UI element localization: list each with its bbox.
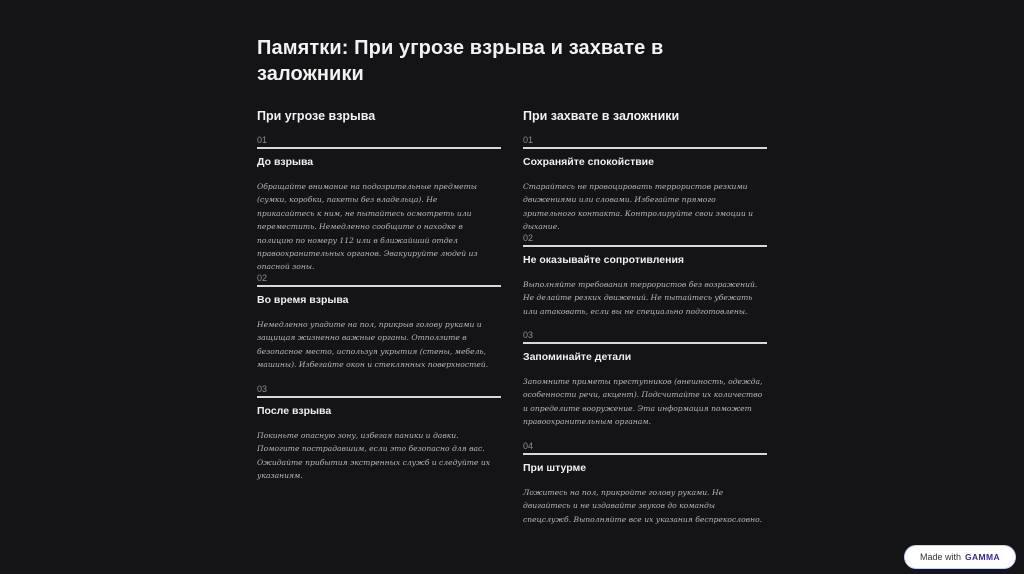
explosion-heading: При угрозе взрыва (257, 109, 376, 123)
explosion-column (257, 108, 501, 481)
item-title: После взрыва (257, 405, 332, 417)
item-divider (523, 245, 767, 247)
item-divider (257, 147, 501, 149)
hostage-item-3 (523, 330, 767, 429)
hostage-item-4 (523, 441, 767, 526)
item-divider (523, 453, 767, 455)
hostage-item-2 (523, 233, 767, 318)
item-number: 03 (257, 384, 268, 394)
hostage-item-1 (523, 135, 767, 234)
item-text: Обращайте внимание на подозрительные предметы (сумки, коробки, пакеты без владельца). Не прикасайтесь к ним, не пытайтесь осмотреть или переместить. Немедленно сообщите о находке в полицию по номеру 112 или в ближайший отдел правоохранительных органов. Эвакуируйте людей из опасной зоны. (257, 182, 478, 272)
page-title: Памятки: При угрозе взрыва и захвате в заложники (257, 37, 664, 85)
item-text: Старайтесь не провоцировать террористов резкими движениями или словами. Избегайте прямого зрительного контакта. Контролируйте свои эмоции и дыхание. (523, 182, 754, 232)
hostage-column (523, 108, 767, 524)
made-with-gamma-badge[interactable] (905, 546, 1015, 568)
gamma-logo: GAMMA (964, 552, 1001, 562)
item-text: Покиньте опасную зону, избегая паники и давки. Помогите пострадавшим, если это безопасно для вас. Ожидайте прибытия экстренных служб и следуйте их указаниям. (257, 431, 491, 481)
item-title: При штурме (523, 462, 587, 474)
item-text: Немедленно упадите на пол, прикрыв голову руками и защищая жизненно важные органы. Отползите в безопасное место, используя укрытия (стены, мебель, машины). Избегайте окон и стеклянных поверхностей. (257, 320, 489, 370)
explosion-item-3 (257, 384, 501, 483)
item-divider (523, 147, 767, 149)
item-number: 01 (257, 135, 268, 145)
item-text: Выполняйте требования террористов без возражений. Не делайте резких движений. Не пытайтесь убежать или атаковать, если вы не специально подготовлены. (523, 280, 758, 316)
item-title: Не оказывайте сопротивления (523, 254, 685, 266)
hostage-heading: При захвате в заложники (523, 109, 680, 123)
item-number: 02 (523, 233, 534, 243)
item-text: Ложитесь на пол, прикройте голову руками. Не двигайтесь и не издавайте звуков до команды спецслужб. Выполняйте все их указания беспрекословно. (523, 488, 763, 524)
explosion-item-1 (257, 135, 501, 274)
item-number: 02 (257, 273, 268, 283)
item-text: Запомните приметы преступников (внешность, одежда, особенности речи, акцент). Подсчитайте их количество и определите вооружение. Эта информация поможет правоохранительным органам. (523, 377, 763, 427)
explosion-item-2 (257, 273, 501, 372)
badge-prefix: Made with (919, 552, 961, 562)
item-number: 03 (523, 330, 534, 340)
item-title: Сохраняйте спокойствие (523, 156, 654, 168)
item-number: 01 (523, 135, 534, 145)
item-divider (257, 396, 501, 398)
item-number: 04 (523, 441, 534, 451)
item-title: Во время взрыва (257, 294, 349, 306)
item-divider (257, 285, 501, 287)
item-title: До взрыва (257, 156, 314, 168)
item-divider (523, 342, 767, 344)
item-title: Запоминайте детали (523, 351, 632, 363)
